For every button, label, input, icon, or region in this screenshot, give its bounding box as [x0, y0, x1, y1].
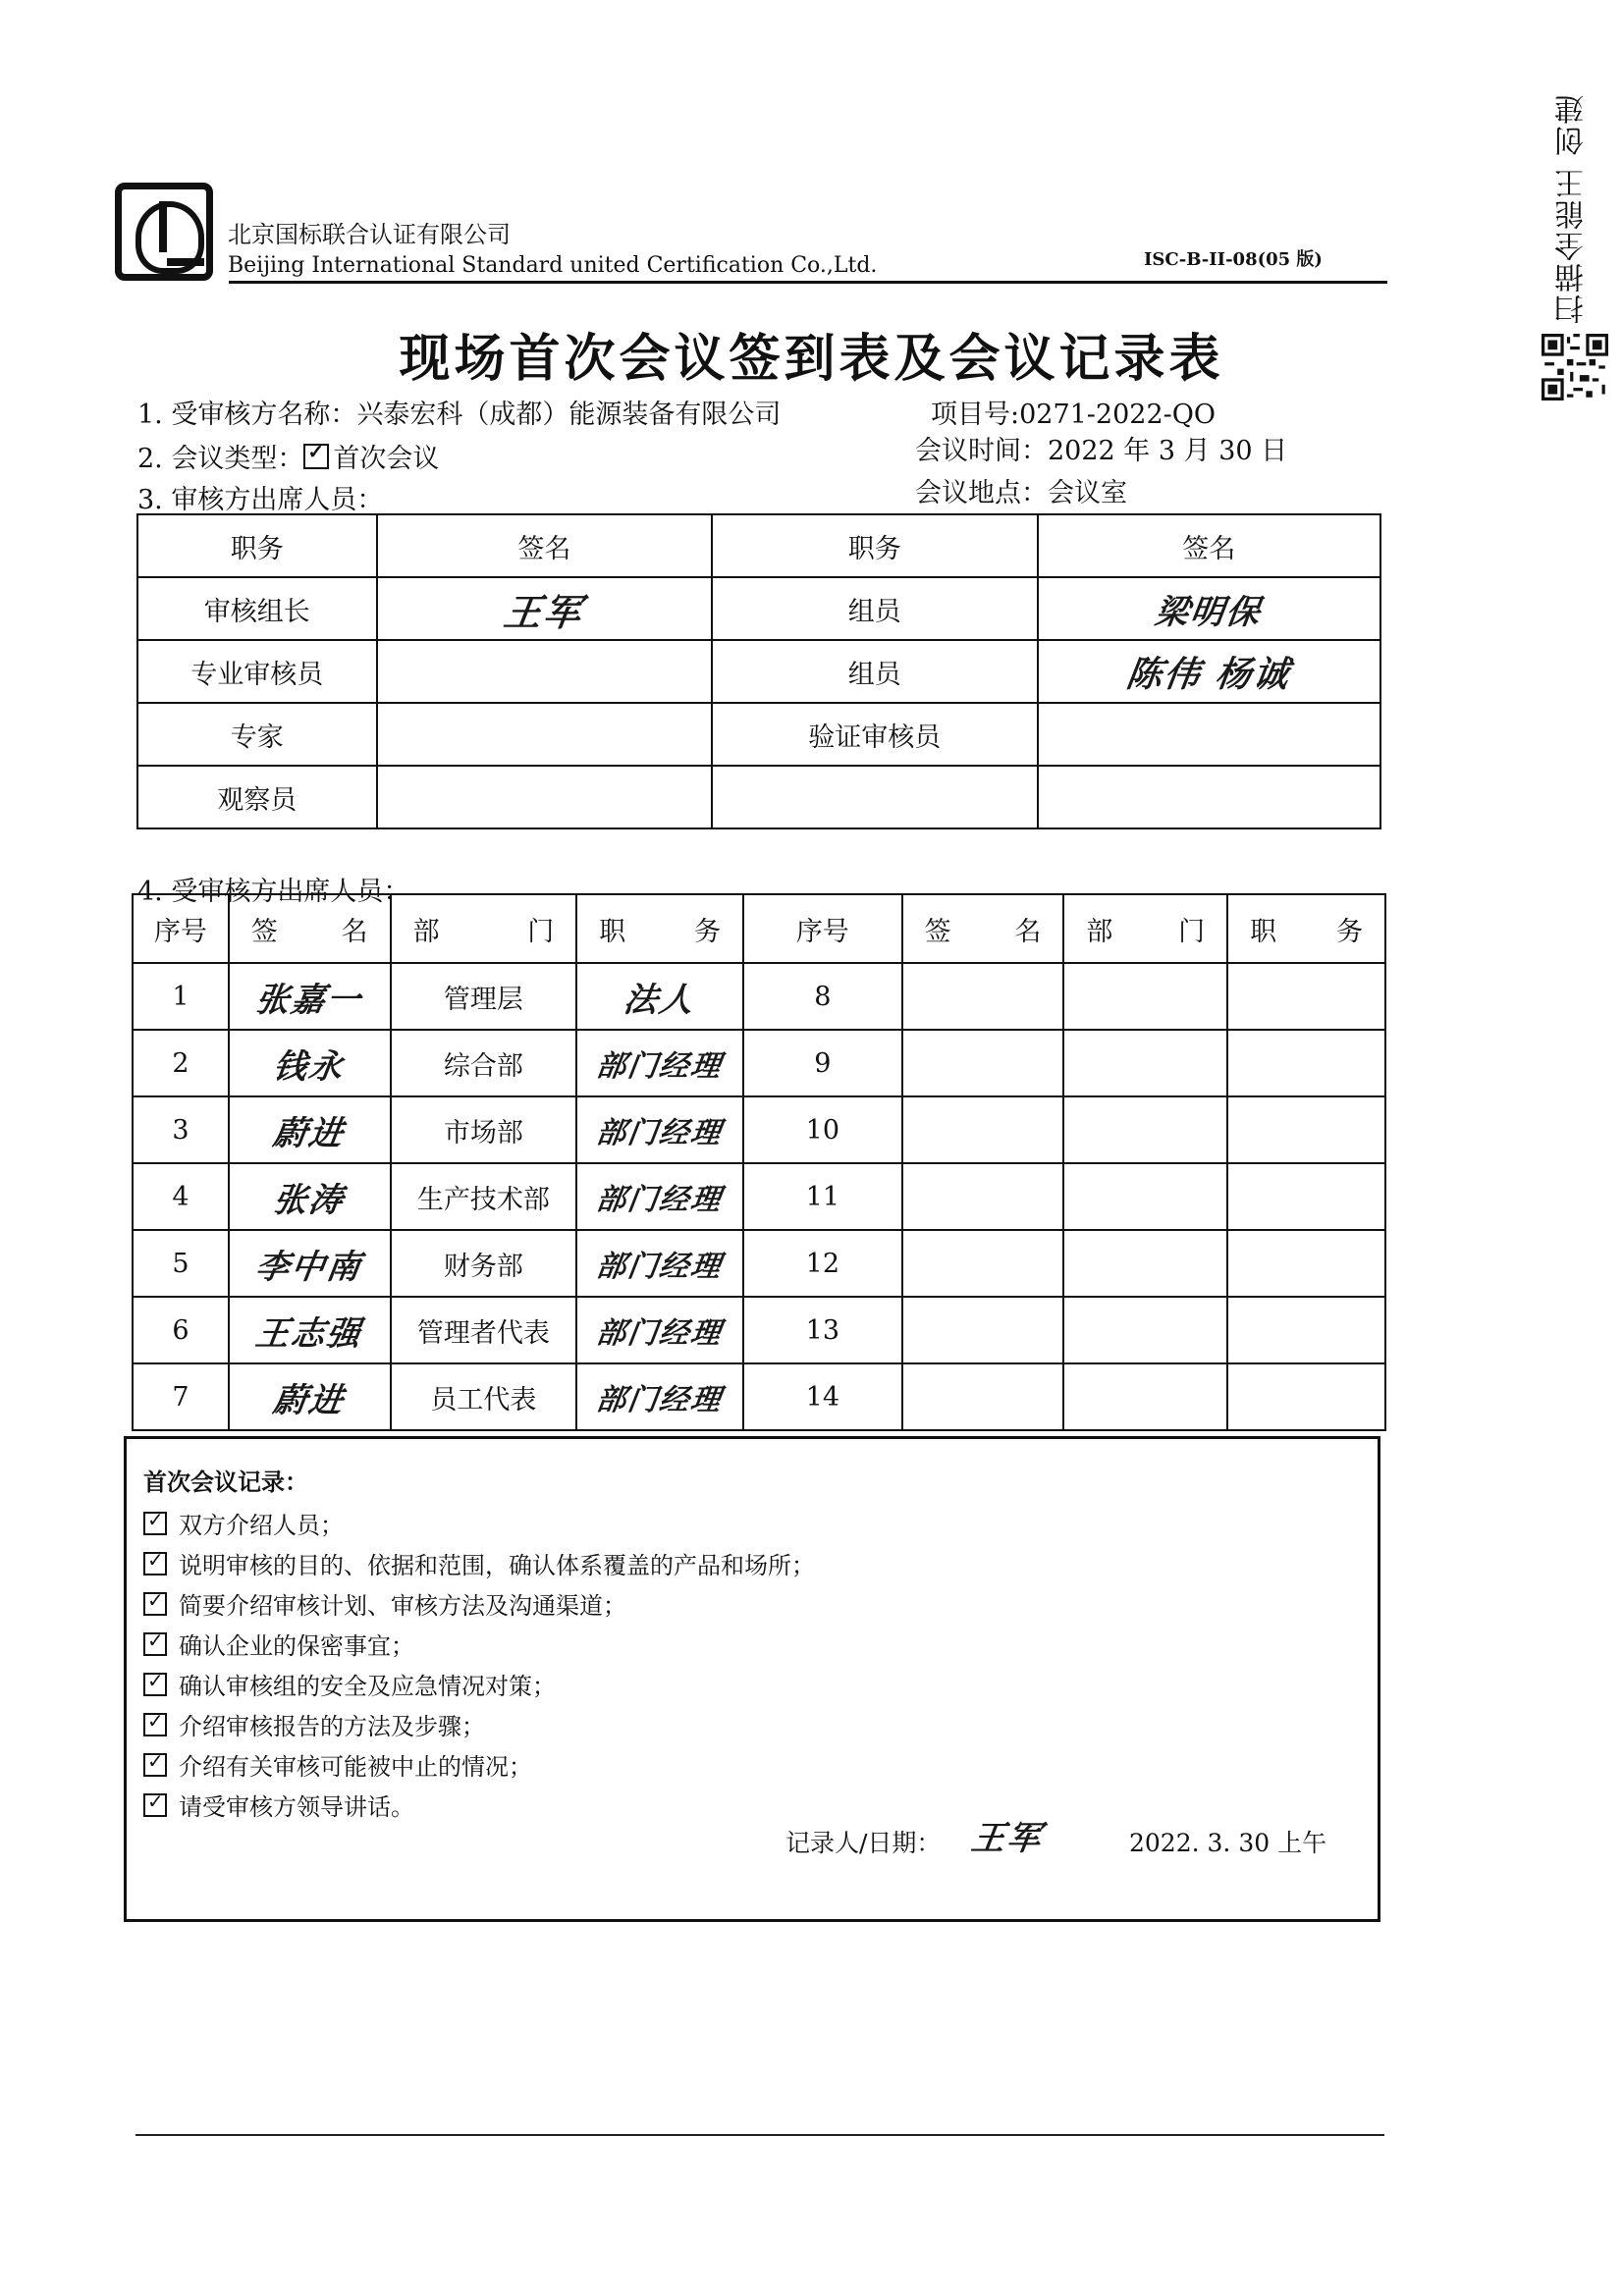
signature: 蔚进	[270, 1113, 348, 1153]
empty-cell	[1063, 1030, 1227, 1096]
auditee-attendees-label: 4. 受审核方出席人员：	[137, 877, 410, 907]
header-cell: 签名	[229, 894, 391, 963]
handwritten-title: 部门经理	[594, 1183, 726, 1217]
signature-cell	[229, 1230, 391, 1297]
list-item-text: 介绍审核报告的方法及步骤；	[179, 1713, 485, 1740]
signature-cell	[229, 1096, 391, 1163]
checked-box-icon	[143, 1592, 167, 1616]
page-title: 现场首次会议签到表及会议记录表	[399, 329, 1224, 389]
signature-cell	[229, 1363, 391, 1430]
number-cell: 1	[133, 963, 229, 1030]
number-cell: 5	[133, 1230, 229, 1297]
header-cell: 序号	[743, 894, 902, 963]
table-row	[133, 1163, 1385, 1230]
role-cell: 审核组长	[137, 577, 377, 640]
signature-cell	[377, 766, 712, 828]
header-cell: 序号	[133, 894, 229, 963]
role-cell	[712, 766, 1037, 828]
auditee-label: 1. 受审核方名称：	[137, 400, 357, 430]
signature-cell	[377, 703, 712, 766]
table-row	[137, 766, 1380, 828]
signature-cell	[229, 1297, 391, 1363]
title-cell	[576, 1096, 743, 1163]
empty-cell	[1227, 1163, 1385, 1230]
list-item-text: 简要介绍审核计划、审核方法及沟通渠道；	[179, 1592, 626, 1620]
number-cell: 3	[133, 1096, 229, 1163]
auditee-attendance-table	[132, 893, 1386, 1431]
number-cell: 6	[133, 1297, 229, 1363]
meeting-type-checkbox	[303, 444, 329, 469]
recorder-signature	[968, 1811, 1046, 1859]
list-item	[143, 1543, 815, 1583]
checked-box-icon	[143, 1512, 167, 1535]
signature: 李中南	[252, 1247, 365, 1287]
department-cell: 财务部	[391, 1230, 577, 1297]
scanner-watermark: 扫描全能王 创建	[1555, 92, 1590, 324]
signature-cell	[377, 577, 712, 640]
signature-cell	[1038, 703, 1380, 766]
record-date: 2022. 3. 30 上午	[1129, 1829, 1327, 1857]
header-cell: 职务	[137, 514, 377, 577]
empty-cell	[1063, 1230, 1227, 1297]
checked-box-icon	[143, 1793, 167, 1817]
table-row	[133, 1230, 1385, 1297]
recorder-label: 记录人/日期：	[785, 1829, 942, 1857]
number-cell: 12	[743, 1230, 902, 1297]
table-header-row	[133, 894, 1385, 963]
list-item-text: 确认审核组的安全及应急情况对策；	[179, 1673, 556, 1700]
list-item	[143, 1785, 815, 1825]
empty-cell	[902, 1297, 1064, 1363]
department-cell: 管理者代表	[391, 1297, 577, 1363]
list-item	[143, 1624, 815, 1664]
company-name-cn: 北京国标联合认证有限公司	[228, 221, 511, 248]
empty-cell	[1227, 1230, 1385, 1297]
signature: 王志强	[252, 1313, 365, 1354]
signature-cell	[1038, 577, 1380, 640]
signature-cell	[377, 640, 712, 703]
signature-cell	[229, 963, 391, 1030]
list-item-text: 双方介绍人员；	[179, 1512, 344, 1539]
checked-box-icon	[143, 1673, 167, 1696]
handwritten-title: 部门经理	[594, 1383, 726, 1417]
empty-cell	[1063, 1163, 1227, 1230]
empty-cell	[902, 963, 1064, 1030]
signature: 蔚进	[270, 1380, 348, 1420]
signature: 张涛	[270, 1180, 348, 1220]
list-item	[143, 1704, 815, 1744]
signature: 陈伟 杨诚	[1123, 653, 1294, 695]
department-cell: 综合部	[391, 1030, 577, 1096]
company-name-en: Beijing International Standard united Certification Co.,Ltd.	[228, 253, 878, 278]
signature-cell	[1038, 766, 1380, 828]
list-item-text: 说明审核的目的、依据和范围，确认体系覆盖的产品和场所；	[179, 1552, 815, 1579]
role-cell: 验证审核员	[712, 703, 1037, 766]
list-item	[143, 1583, 815, 1624]
table-row	[137, 703, 1380, 766]
signature: 王军	[501, 589, 587, 634]
signature: 张嘉一	[252, 980, 365, 1020]
checked-box-icon	[143, 1552, 167, 1575]
list-item	[143, 1664, 815, 1704]
number-cell: 8	[743, 963, 902, 1030]
empty-cell	[1063, 1363, 1227, 1430]
meeting-type-label: 2. 会议类型：	[137, 444, 304, 474]
table-row	[133, 1096, 1385, 1163]
role-cell: 专业审核员	[137, 640, 377, 703]
meeting-place: 会议地点：会议室	[915, 478, 1127, 508]
number-cell: 4	[133, 1163, 229, 1230]
header-cell: 部门	[391, 894, 577, 963]
role-cell: 观察员	[137, 766, 377, 828]
number-cell: 13	[743, 1297, 902, 1363]
number-cell: 9	[743, 1030, 902, 1096]
department-cell: 生产技术部	[391, 1163, 577, 1230]
record-title: 首次会议记录：	[143, 1468, 308, 1496]
header-cell: 签名	[902, 894, 1064, 963]
empty-cell	[902, 1163, 1064, 1230]
empty-cell	[902, 1096, 1064, 1163]
list-item-text: 介绍有关审核可能被中止的情况；	[179, 1753, 532, 1781]
empty-cell	[1227, 1030, 1385, 1096]
title-cell	[576, 1230, 743, 1297]
role-cell: 组员	[712, 577, 1037, 640]
table-header-row	[137, 514, 1380, 577]
handwritten-title: 部门经理	[594, 1116, 726, 1150]
signature-cell	[229, 1030, 391, 1096]
header-cell: 职务	[712, 514, 1037, 577]
handwritten-title: 部门经理	[594, 1250, 726, 1284]
handwritten-title: 部门经理	[594, 1316, 726, 1351]
empty-cell	[1227, 963, 1385, 1030]
checked-box-icon	[143, 1713, 167, 1736]
empty-cell	[1063, 1297, 1227, 1363]
department-cell: 管理层	[391, 963, 577, 1030]
table-row	[133, 1297, 1385, 1363]
title-cell	[576, 1363, 743, 1430]
project-number: 项目号:0271-2022-QO	[931, 400, 1217, 430]
header-cell: 签名	[1038, 514, 1380, 577]
meeting-type-value: 首次会议	[333, 444, 440, 474]
qr-code-icon	[1542, 334, 1608, 400]
form-code: ISC-B-II-08(05 版)	[1144, 249, 1323, 270]
empty-cell	[1227, 1297, 1385, 1363]
meeting-type-line	[137, 437, 439, 475]
signature: 钱永	[270, 1046, 348, 1087]
title-cell	[576, 1297, 743, 1363]
empty-cell	[1227, 1363, 1385, 1430]
record-checklist	[143, 1503, 815, 1825]
company-logo	[115, 183, 213, 281]
number-cell: 2	[133, 1030, 229, 1096]
handwritten-title: 部门经理	[594, 1049, 726, 1084]
auditee-name-line	[137, 393, 781, 431]
role-cell: 组员	[712, 640, 1037, 703]
empty-cell	[1063, 1096, 1227, 1163]
list-item	[143, 1503, 815, 1543]
department-cell: 市场部	[391, 1096, 577, 1163]
header-cell: 部门	[1063, 894, 1227, 963]
signature: 王军	[968, 1819, 1046, 1858]
checked-box-icon	[143, 1753, 167, 1777]
table-row	[137, 577, 1380, 640]
auditor-attendees-label: 3. 审核方出席人员：	[137, 485, 384, 515]
checked-box-icon	[143, 1632, 167, 1656]
meeting-time: 会议时间：2022 年 3 月 30 日	[915, 436, 1288, 466]
empty-cell	[1227, 1096, 1385, 1163]
empty-cell	[902, 1230, 1064, 1297]
footer-divider	[135, 2134, 1384, 2136]
signature-cell	[1038, 640, 1380, 703]
signature-cell	[229, 1163, 391, 1230]
list-item-text: 请受审核方领导讲话。	[179, 1793, 414, 1821]
title-cell	[576, 1163, 743, 1230]
title-cell	[576, 963, 743, 1030]
table-row	[133, 1030, 1385, 1096]
list-item-text: 确认企业的保密事宜；	[179, 1632, 414, 1660]
table-row	[133, 963, 1385, 1030]
signature: 梁明保	[1152, 592, 1265, 632]
header-cell: 签名	[377, 514, 712, 577]
table-row	[137, 640, 1380, 703]
number-cell: 14	[743, 1363, 902, 1430]
header-cell: 职务	[576, 894, 743, 963]
handwritten-title: 法人	[621, 980, 698, 1020]
empty-cell	[902, 1363, 1064, 1430]
department-cell: 员工代表	[391, 1363, 577, 1430]
header-divider	[229, 281, 1387, 284]
title-cell	[576, 1030, 743, 1096]
number-cell: 11	[743, 1163, 902, 1230]
auditor-attendance-table	[136, 513, 1381, 829]
list-item	[143, 1744, 815, 1785]
empty-cell	[1063, 963, 1227, 1030]
number-cell: 10	[743, 1096, 902, 1163]
role-cell: 专家	[137, 703, 377, 766]
number-cell: 7	[133, 1363, 229, 1430]
empty-cell	[902, 1030, 1064, 1096]
table-row	[133, 1363, 1385, 1430]
auditee-name: 兴泰宏科（成都）能源装备有限公司	[356, 400, 782, 430]
header-cell: 职务	[1227, 894, 1385, 963]
